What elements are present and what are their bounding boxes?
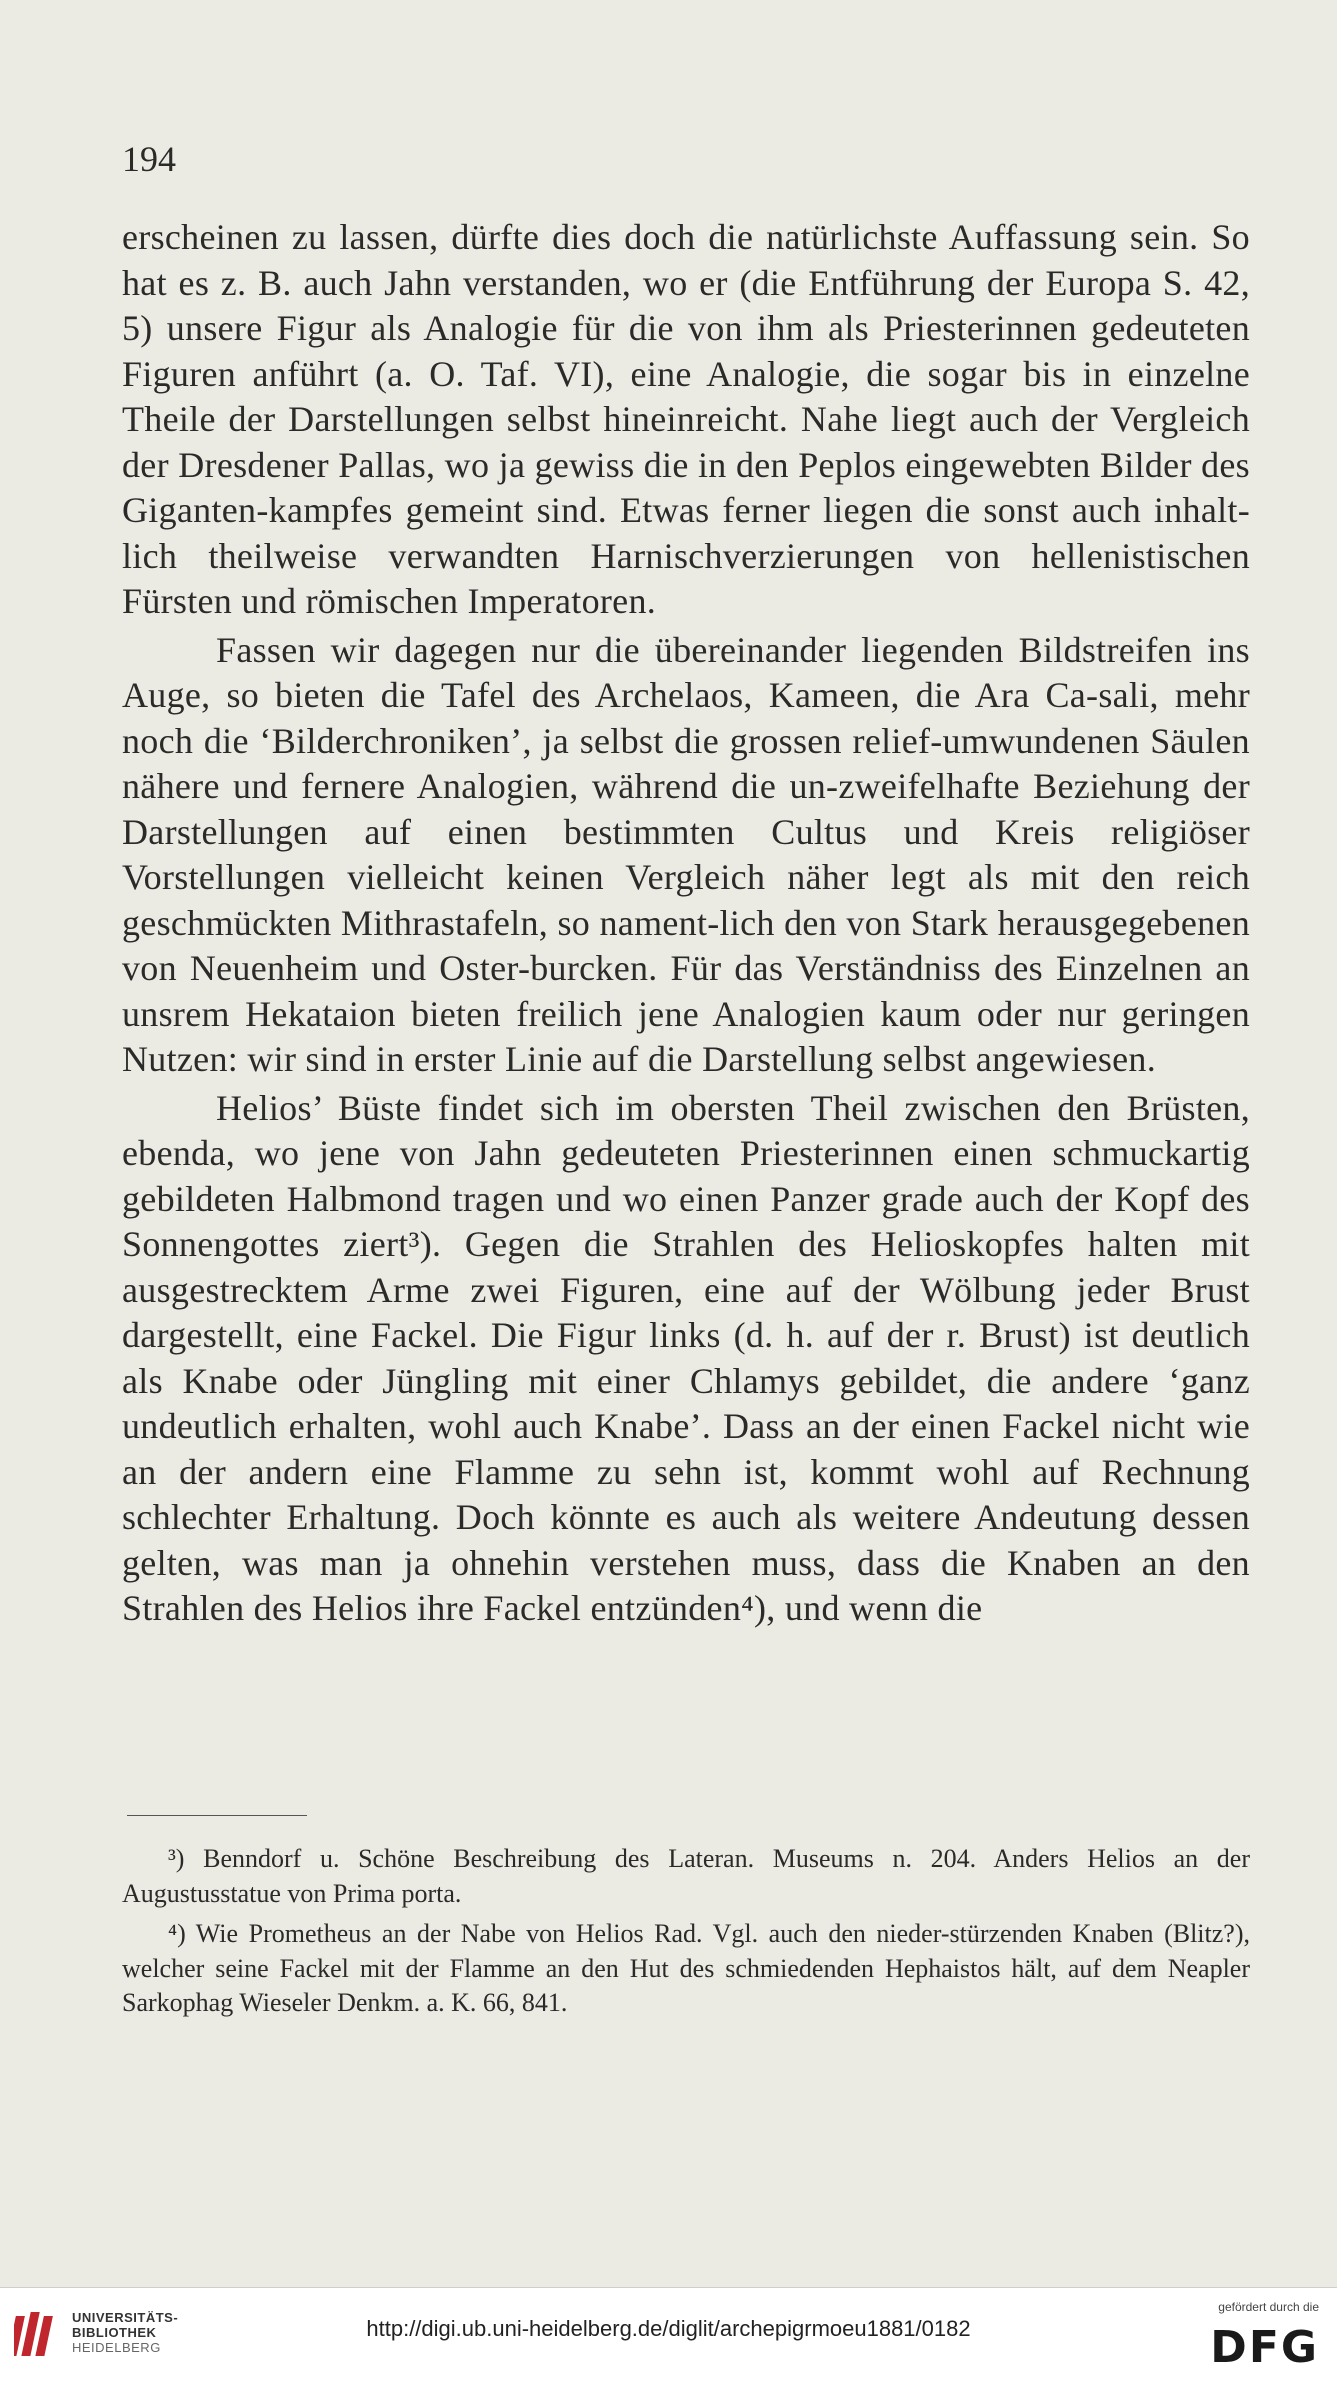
footnote-4: ⁴) Wie Prometheus an der Nabe von Helios Rad. Vgl. auch den nieder-stürzenden Knaben (Blitz?), welcher seine Fackel mit der Flamme an den Hut des schmiedenden Hephaistos hält, auf dem Neapler Sarkophag Wieseler Denkm. a. K. 66, 841. (122, 1919, 1250, 2017)
page-number: 194 (122, 139, 176, 179)
footnotes (122, 1842, 1250, 2021)
library-name-line-2: BIBLIOTHEK (72, 2325, 157, 2340)
footer-bar (0, 2287, 1337, 2382)
body-text (122, 215, 1250, 1632)
funding-note: gefördert durch die (1218, 2300, 1319, 2314)
permalink-url[interactable]: http://digi.ub.uni-heidelberg.de/diglit/archepigrmoeu1881/0182 (366, 2316, 971, 2341)
footnote-3: ³) Benndorf u. Schöne Beschreibung des Lateran. Museums n. 204. Anders Helios an der Augustusstatue von Prima porta. (122, 1844, 1250, 1908)
paragraph-2: Fassen wir dagegen nur die übereinander liegenden Bildstreifen ins Auge, so bieten die Tafel des Archelaos, Kameen, die Ara Ca-sali, mehr noch die ‘Bilderchroniken’, ja selbst die grossen relief-umwundenen Säulen nähere und fernere Analogien, während die un-zweifelhafte Beziehung der Darstellungen auf einen bestimmten Cultus und Kreis religiöser Vorstellungen vielleicht keinen Vergleich näher legt als mit den reich geschmückten Mithrastafeln, so nament-lich den von Stark herausgegebenen von Neuenheim und Oster-burcken. Für das Verständniss des Einzelnen an unsrem Hekataion bieten freilich jene Analogien kaum oder nur geringen Nutzen: wir sind in erster Linie auf die Darstellung selbst angewiesen. (122, 629, 1250, 1079)
footnote-separator (127, 1815, 307, 1816)
library-name-line-3: HEIDELBERG (72, 2340, 161, 2355)
paragraph-3: Helios’ Büste findet sich im obersten Theil zwischen den Brüsten, ebenda, wo jene von Jahn gedeuteten Priesterinnen einen schmuckartig gebildeten Halbmond tragen und wo einen Panzer grade auch der Kopf des Sonnengottes ziert³). Gegen die Strahlen des Helioskopfes halten mit ausgestrecktem Arme zwei Figuren, eine auf der Wölbung jeder Brust dargestellt, eine Fackel. Die Figur links (d. h. auf der r. Brust) ist deutlich als Knabe oder Jüngling mit einer Chlamys gebildet, die andere ‘ganz undeutlich erhalten, wohl auch Knabe’. Dass an der einen Fackel nicht wie an der andern eine Flamme zu sehn ist, kommt wohl auf Rechnung schlechter Erhaltung. Doch könnte es auch als weitere Andeutung dessen gelten, was man ja ohnehin verstehen muss, dass die Knaben an den Strahlen des Helios ihre Fackel entzünden⁴), und wenn die (122, 1087, 1250, 1628)
paragraph-1: erscheinen zu lassen, dürfte dies doch die natürlichste Auffassung sein. So hat es z. B. auch Jahn verstanden, wo er (die Entführung der Europa S. 42, 5) unsere Figur als Analogie für die von ihm als Priesterinnen gedeuteten Figuren anführt (a. O. Taf. VI), eine Analogie, die sogar bis in einzelne Theile der Darstellungen selbst hineinreicht. Nahe liegt auch der Vergleich der Dresdener Pallas, wo ja gewiss die in den Peplos eingewebten Bilder des Giganten-kampfes gemeint sind. Etwas ferner liegen die sonst auch inhalt-lich theilweise verwandten Harnischverzierungen von hellenistischen Fürsten und römischen Imperatoren. (122, 217, 1250, 621)
dfg-logo: DFG (1210, 2322, 1319, 2373)
library-name-line-1: UNIVERSITÄTS- (72, 2310, 179, 2325)
